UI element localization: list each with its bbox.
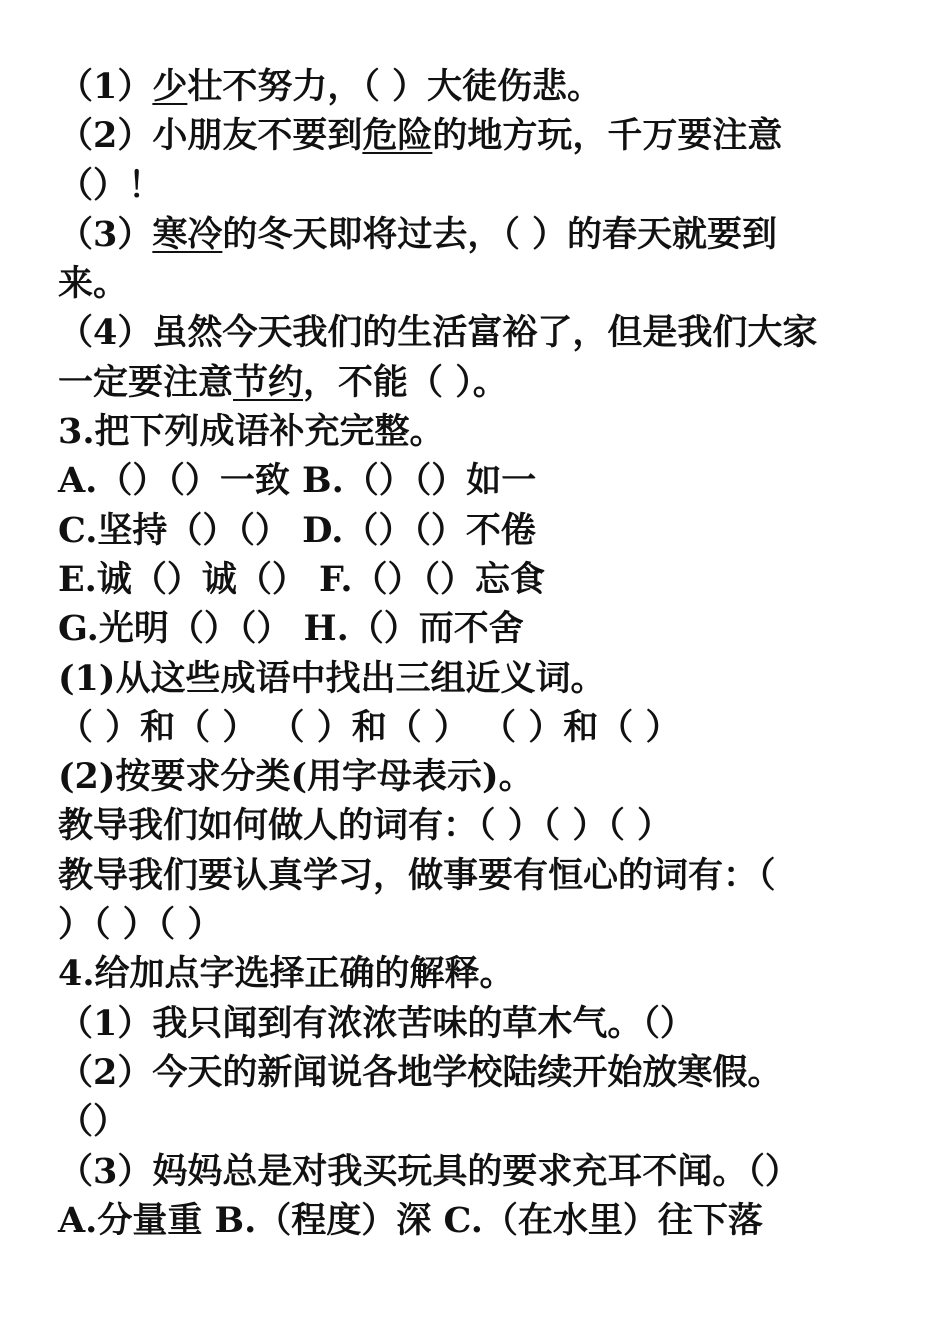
q2-item-2: （2）小朋友不要到危险的地方玩，千万要注意 (58, 115, 783, 157)
underlined-word: 危险 (362, 115, 433, 157)
q2-item-3-continued: 来。 (58, 263, 129, 305)
q3-sub2-line-1: 教导我们如何做人的词有：（ ）（ ）（ ） (58, 805, 673, 847)
q2-item-3: （3）寒冷的冬天即将过去，（ ）的春天就要到 (58, 213, 778, 255)
q2-item-4: （4）虽然今天我们的生活富裕了，但是我们大家 (58, 312, 818, 354)
q2-item-4-continued: 一定要注意节约，不能（ ）。 (58, 361, 508, 403)
q3-sub1-prompt: (1)从这些成语中找出三组近义词。 (58, 657, 606, 699)
q4-item-2-continued: （） (58, 1101, 129, 1143)
q3-sub1-answer-blanks: （ ）和（ ） （ ）和（ ） （ ）和（ ） (58, 706, 681, 748)
q2-item-2-continued: （）！ (58, 164, 164, 206)
q3-idiom-row-1: A.（）（）一致 B.（）（）如一 (58, 460, 537, 502)
underlined-word: 寒冷 (152, 213, 223, 255)
q2-item-1: （1）少壮不努力，（ ）大徒伤悲。 (58, 66, 603, 107)
q4-item-3: （3）妈妈总是对我买玩具的要求充耳不闻。（） (58, 1150, 800, 1192)
underlined-word: 少 (152, 66, 188, 107)
q3-sub2-line-3: ）（ ）（ ） (58, 904, 223, 946)
q3-sub2-prompt: (2)按要求分类(用字母表示)。 (58, 756, 534, 798)
q3-idiom-row-2: C.坚持（）（） D.（）（）不倦 (58, 509, 536, 551)
q4-title: 4.给加点字选择正确的解释。 (58, 953, 515, 995)
q3-idiom-row-4: G.光明（）（） H.（）而不舍 (58, 608, 524, 650)
worksheet-page (58, 62, 898, 1245)
q3-sub2-line-2: 教导我们要认真学习，做事要有恒心的词有：（ (58, 854, 776, 896)
q4-options: A.分量重 B.（程度）深 C.（在水里）往下落 (58, 1199, 763, 1241)
underlined-word: 节约 (233, 361, 304, 403)
q3-title: 3.把下列成语补充完整。 (58, 411, 445, 453)
q4-item-1: （1）我只闻到有浓浓苦味的草木气。（） (58, 1002, 695, 1044)
q4-item-2: （2）今天的新闻说各地学校陆续开始放寒假。 (58, 1051, 783, 1093)
q3-idiom-row-3: E.诚（）诚（） F.（）（）忘食 (58, 558, 546, 600)
